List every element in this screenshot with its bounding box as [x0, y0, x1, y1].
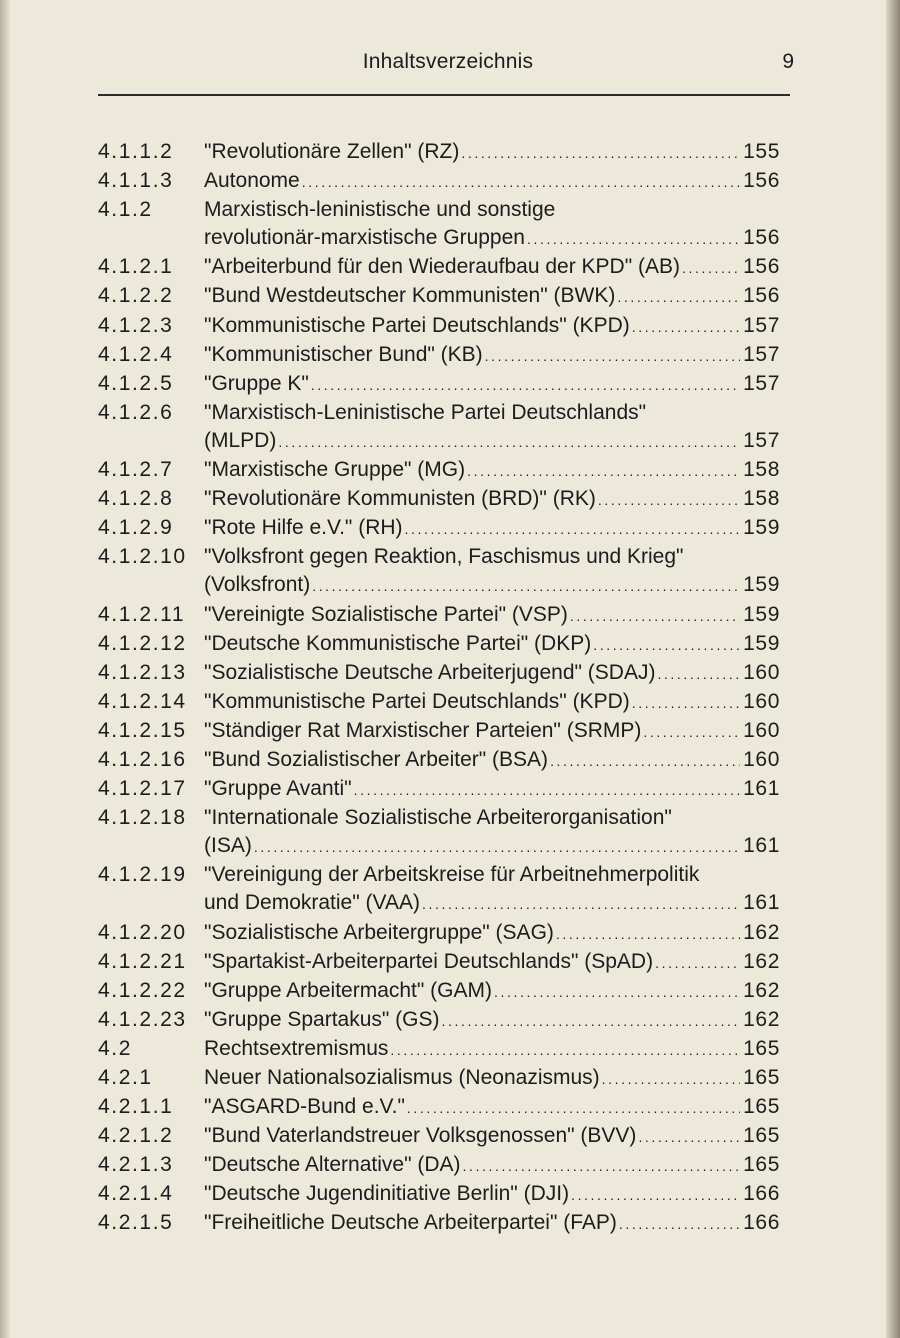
toc-entry-page: 158: [743, 458, 780, 482]
toc-entry-page: 155: [743, 140, 780, 163]
toc-entry-title-line: Autonome: [204, 169, 300, 193]
toc-entry-title-line: "Revolutionäre Kommunisten (BRD)" (RK): [204, 487, 596, 511]
toc-entry-number: 4.1.2.6: [98, 400, 174, 424]
toc-entry: [98, 282, 780, 311]
toc-entry: [98, 543, 780, 600]
toc-entry-last-line: [204, 1151, 780, 1180]
toc-entry-page: 165: [743, 1153, 780, 1177]
dot-leader: [494, 978, 740, 1006]
toc-entry-number: 4.1.2.4: [98, 342, 174, 366]
toc-entry-title-line: "Kommunistische Partei Deutschlands" (KPD): [204, 689, 630, 713]
toc-entry-page: 166: [743, 1211, 780, 1235]
toc-entry-page: 162: [743, 978, 780, 1002]
toc-entry-page: 159: [743, 631, 780, 655]
toc-entry-page: 160: [743, 689, 780, 713]
toc-entry-title-line: (ISA): [204, 834, 252, 858]
toc-entry-number: 4.1.2.15: [98, 718, 187, 742]
toc-entry-page: 162: [743, 949, 780, 973]
toc-entry-last-line: [204, 514, 780, 543]
toc-entry-number: 4.1.2.22: [98, 978, 187, 1002]
toc-entry-number: 4.1.2.7: [98, 458, 174, 482]
toc-entry-page: 159: [743, 573, 780, 597]
toc-entry-last-line: [204, 224, 780, 253]
toc-entry-title-line: "Deutsche Alternative" (DA): [204, 1153, 461, 1177]
toc-entry-page: 165: [743, 1066, 780, 1089]
toc-entry: [98, 688, 780, 717]
toc-entry-title-line: "Freiheitliche Deutsche Arbeiterpartei" (FAP): [204, 1211, 617, 1235]
toc-entry-title-line: "Gruppe Avanti": [204, 777, 352, 801]
toc-entry-page: 162: [743, 1007, 780, 1031]
toc-entry-title-line: "Vereinigung der Arbeitskreise für Arbeitnehmerpolitik: [204, 863, 700, 887]
toc-entry-number: 4.1.2.2: [98, 284, 174, 308]
toc-entry-last-line: [204, 717, 780, 746]
toc-entry-last-line: [204, 341, 780, 370]
toc-entry-title-line: "Spartakist-Arbeiterpartei Deutschlands" (SpAD): [204, 949, 654, 973]
dot-leader: [467, 457, 740, 485]
toc-entry: [98, 456, 780, 485]
toc-entry-page: 156: [743, 226, 780, 250]
page-edge-right: [886, 0, 900, 1338]
toc-entry: [98, 370, 780, 399]
toc-entry: [98, 1180, 780, 1209]
toc-entry-last-line: [204, 746, 780, 775]
toc-entry-page: 161: [743, 777, 780, 801]
toc-entry: [98, 1006, 780, 1035]
toc-entry-number: 4.2.1.3: [98, 1153, 174, 1177]
toc-entry-last-line: [204, 630, 780, 659]
toc-entry-page: 165: [743, 1124, 780, 1148]
toc-entry-title-line: "Gruppe Spartakus" (GS): [204, 1007, 440, 1031]
toc-entry: [98, 601, 780, 630]
toc-entry-last-line: [204, 889, 780, 918]
toc-entry-number: 4.1.2.16: [98, 747, 187, 771]
toc-entry: [98, 1064, 780, 1093]
toc-entry-page: 160: [743, 718, 780, 742]
toc-entry-title-line: "Bund Westdeutscher Kommunisten" (BWK): [204, 284, 616, 308]
toc-entry-page: 162: [743, 920, 780, 944]
toc-entry-last-line: [204, 688, 780, 717]
toc-entry-number: 4.1.2.17: [98, 777, 187, 801]
dot-leader: [312, 572, 740, 600]
toc-entry-last-line: [204, 659, 780, 688]
toc-entry-last-line: [204, 977, 780, 1006]
toc-entry: [98, 746, 780, 775]
dot-leader: [602, 1065, 741, 1093]
toc-entry-title-line: "Bund Sozialistischer Arbeiter" (BSA): [204, 747, 549, 771]
toc-entry-title-line: Marxistisch-leninistische und sonstige: [204, 198, 556, 222]
toc-entry-number: 4.1.2.5: [98, 371, 174, 395]
toc-entry: [98, 138, 780, 167]
toc-entry-last-line: [204, 571, 780, 600]
dot-leader: [598, 486, 740, 514]
dot-leader: [422, 890, 740, 918]
toc-entry-number: 4.2.1: [98, 1066, 153, 1089]
toc-entry: [98, 253, 780, 282]
toc-entry-title-line: Neuer Nationalsozialismus (Neonazismus): [204, 1066, 600, 1089]
toc-entry-number: 4.1.2.9: [98, 516, 174, 540]
toc-entry-last-line: [204, 485, 780, 514]
toc-entry-last-line: [204, 832, 780, 861]
dot-leader: [638, 1123, 740, 1151]
dot-leader: [571, 1181, 740, 1209]
toc-entry: [98, 775, 780, 804]
toc-entry-number: 4.2.1.4: [98, 1182, 174, 1206]
toc-entry-last-line: [204, 919, 780, 948]
toc-entry-number: 4.1.2.18: [98, 806, 187, 830]
toc-entry-number: 4.1.1.2: [98, 140, 174, 163]
toc-entry-number: 4.1.2.1: [98, 255, 174, 279]
dot-leader: [570, 602, 740, 630]
toc-entry-last-line: [204, 253, 780, 282]
toc-entry-number: 4.1.2.14: [98, 689, 187, 713]
toc-entry-page: 156: [743, 255, 780, 279]
toc-entry: [98, 485, 780, 514]
toc-entry-number: 4.1.2.12: [98, 631, 187, 655]
toc-entry-number: 4.2.1.2: [98, 1124, 174, 1148]
toc-entry-number: 4.1.2.20: [98, 920, 187, 944]
toc-entry: [98, 1035, 780, 1064]
toc-entry-last-line: [204, 775, 780, 804]
toc-entry-last-line: [204, 370, 780, 399]
toc-entry-last-line: [204, 1093, 780, 1122]
dot-leader: [657, 660, 740, 688]
toc-entry-last-line: [204, 138, 780, 167]
dot-leader: [405, 515, 741, 543]
dot-leader: [254, 833, 740, 861]
toc-entry-page: 157: [743, 342, 780, 366]
toc-entry-title-line: (Volksfront): [204, 573, 311, 597]
page-header: [98, 50, 798, 84]
toc-entry-title-line: "Revolutionäre Zellen" (RZ): [204, 140, 460, 163]
toc-entry-title-line: (MLPD): [204, 428, 277, 452]
toc-entry-title-line: "Kommunistische Partei Deutschlands" (KPD): [204, 313, 630, 337]
toc-entry: [98, 804, 780, 861]
toc-entry-page: 161: [743, 834, 780, 858]
dot-leader: [407, 1094, 740, 1122]
toc-entry-number: 4.1.2.21: [98, 949, 187, 973]
toc-entry-number: 4.1.2.19: [98, 863, 187, 887]
toc-entry-page: 157: [743, 428, 780, 452]
toc-entry-last-line: [204, 167, 780, 196]
toc-entry: [98, 977, 780, 1006]
toc-entry: [98, 514, 780, 543]
toc-entry-page: 161: [743, 891, 780, 915]
table-of-contents: [98, 138, 780, 1239]
toc-entry-last-line: [204, 1209, 780, 1238]
toc-entry-page: 157: [743, 313, 780, 337]
toc-entry-title-line: revolutionär-marxistische Gruppen: [204, 226, 525, 250]
toc-entry-title-line: "Gruppe K": [204, 371, 309, 395]
toc-entry-number: 4.1.2.13: [98, 660, 187, 684]
toc-entry: [98, 341, 780, 370]
dot-leader: [643, 718, 740, 746]
toc-entry-last-line: [204, 601, 780, 630]
toc-entry: [98, 1209, 780, 1238]
dot-leader: [682, 254, 740, 282]
toc-entry: [98, 167, 780, 196]
toc-entry-page: 158: [743, 487, 780, 511]
dot-leader: [354, 776, 741, 804]
toc-entry: [98, 1122, 780, 1151]
toc-entry-title-line: "Marxistisch-Leninistische Partei Deutschlands": [204, 400, 647, 424]
toc-entry: [98, 861, 780, 918]
toc-entry-title-line: "ASGARD-Bund e.V.": [204, 1095, 405, 1119]
toc-entry-number: 4.1.2: [98, 198, 153, 222]
toc-entry: [98, 196, 780, 253]
toc-entry-last-line: [204, 282, 780, 311]
toc-entry: [98, 717, 780, 746]
toc-entry-title-line: "Arbeiterbund für den Wiederaufbau der KPD" (AB): [204, 255, 680, 279]
dot-leader: [556, 920, 740, 948]
toc-entry-title-line: "Vereinigte Sozialistische Partei" (VSP): [204, 602, 568, 626]
toc-entry-title-line: "Sozialistische Arbeitergruppe" (SAG): [204, 920, 554, 944]
page-number: 9: [782, 50, 794, 73]
toc-entry-last-line: [204, 948, 780, 977]
toc-entry-number: 4.2.1.5: [98, 1211, 174, 1235]
toc-entry-title-line: Rechtsextremismus: [204, 1036, 389, 1060]
toc-entry: [98, 312, 780, 341]
toc-entry: [98, 1151, 780, 1180]
dot-leader: [278, 428, 740, 456]
toc-entry-title-line: "Sozialistische Deutsche Arbeiterjugend" (SDAJ): [204, 660, 656, 684]
toc-entry-title-line: "Rote Hilfe e.V." (RH): [204, 516, 403, 540]
dot-leader: [463, 1152, 741, 1180]
toc-entry: [98, 630, 780, 659]
dot-leader: [311, 371, 740, 399]
toc-entry-title-line: "Ständiger Rat Marxistischer Parteien" (SRMP): [204, 718, 642, 742]
toc-entry-title-line: "Bund Vaterlandstreuer Volksgenossen" (BVV): [204, 1124, 637, 1148]
toc-entry-last-line: [204, 427, 780, 456]
dot-leader: [655, 949, 740, 977]
toc-entry-number: 4.1.2.10: [98, 545, 187, 569]
toc-entry-number: 4.1.2.8: [98, 487, 174, 511]
dot-leader: [485, 342, 740, 370]
toc-entry-title-line: "Deutsche Kommunistische Partei" (DKP): [204, 631, 592, 655]
dot-leader: [302, 168, 740, 196]
page-edge-left: [0, 0, 10, 1338]
toc-entry-number: 4.1.2.3: [98, 313, 174, 337]
toc-entry: [98, 659, 780, 688]
toc-entry-page: 165: [743, 1095, 780, 1119]
toc-entry: [98, 1093, 780, 1122]
toc-entry-page: 157: [743, 371, 780, 395]
dot-leader: [619, 1210, 740, 1238]
toc-entry-last-line: [204, 1064, 780, 1093]
dot-leader: [632, 689, 740, 717]
toc-entry: [98, 919, 780, 948]
toc-entry-number: 4.1.2.11: [98, 602, 186, 626]
toc-entry-number: 4.2: [98, 1036, 132, 1060]
dot-leader: [617, 283, 740, 311]
toc-entry-page: 156: [743, 169, 780, 193]
dot-leader: [461, 139, 740, 167]
dot-leader: [442, 1007, 741, 1035]
header-title: Inhaltsverzeichnis: [362, 50, 534, 73]
dot-leader: [527, 225, 740, 253]
toc-entry-page: 156: [743, 284, 780, 308]
toc-entry-title-line: "Marxistische Gruppe" (MG): [204, 458, 466, 482]
toc-entry-page: 159: [743, 516, 780, 540]
toc-entry-last-line: [204, 1122, 780, 1151]
toc-entry-page: 160: [743, 747, 780, 771]
dot-leader: [390, 1036, 740, 1064]
dot-leader: [593, 631, 740, 659]
toc-entry-number: 4.1.2.23: [98, 1007, 187, 1031]
toc-entry-title-line: "Kommunistischer Bund" (KB): [204, 342, 483, 366]
toc-entry-page: 159: [743, 602, 780, 626]
toc-entry-number: 4.2.1.1: [98, 1095, 174, 1119]
header-rule: [98, 94, 790, 96]
toc-entry-last-line: [204, 1006, 780, 1035]
toc-entry-page: 160: [743, 660, 780, 684]
toc-entry-last-line: [204, 1035, 780, 1064]
dot-leader: [632, 313, 740, 341]
toc-entry-title-line: "Gruppe Arbeitermacht" (GAM): [204, 978, 493, 1002]
dot-leader: [550, 747, 740, 775]
toc-entry-last-line: [204, 456, 780, 485]
toc-entry-page: 166: [743, 1182, 780, 1206]
toc-entry-title-line: und Demokratie" (VAA): [204, 891, 420, 915]
toc-entry-last-line: [204, 1180, 780, 1209]
toc-entry-title-line: "Volksfront gegen Reaktion, Faschismus und Krieg": [204, 545, 684, 569]
toc-entry-title-line: "Deutsche Jugendinitiative Berlin" (DJI): [204, 1182, 570, 1206]
toc-entry: [98, 399, 780, 456]
toc-entry: [98, 948, 780, 977]
toc-entry-number: 4.1.1.3: [98, 169, 174, 193]
toc-entry-last-line: [204, 312, 780, 341]
toc-entry-page: 165: [743, 1036, 780, 1060]
toc-entry-title-line: "Internationale Sozialistische Arbeiterorganisation": [204, 806, 672, 830]
